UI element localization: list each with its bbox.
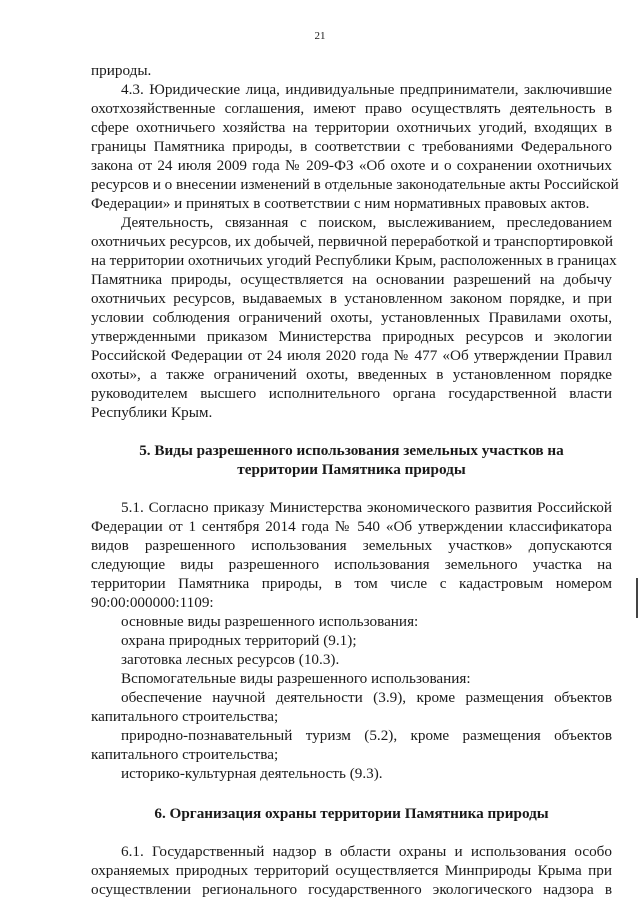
text-line: утвержденными приказом Министерства природных ресурсов и экологии: [91, 328, 612, 345]
text-line: 90:00:000000:1109:: [91, 594, 214, 611]
scan-edge-mark: [636, 578, 638, 618]
text-line: 5.1. Согласно приказу Министерства экономического развития Российской: [121, 499, 612, 516]
text-line: охотничьих ресурсов, их добычей, первичной переработкой и транспортировкой: [91, 233, 613, 250]
text-line: Деятельность, связанная с поиском, выслеживанием, преследованием: [121, 214, 612, 231]
text-line: осуществлении регионального государственного экологического надзора в: [91, 881, 612, 898]
text-line: Республики Крым.: [91, 404, 213, 421]
text-line: заготовка лесных ресурсов (10.3).: [121, 651, 340, 668]
text-line: охотхозяйственные соглашения, имеют право осуществлять деятельность в: [91, 100, 612, 117]
section-5-heading: 5. Виды разрешенного использования земельных участков на: [139, 442, 564, 459]
text-line: Памятника природы, осуществляется на основании разрешений на добычу: [91, 271, 612, 288]
text-line: следующие виды разрешенного использования земельного участка на: [91, 556, 612, 573]
text-line: Российской Федерации от 24 июля 2020 года № 477 «Об утверждении Правил: [91, 347, 612, 364]
text-line: капитального строительства;: [91, 708, 279, 725]
text-line: видов разрешенного использования земельных участков» допускаются: [91, 537, 612, 554]
text-line: капитального строительства;: [91, 746, 279, 763]
text-line: территории Памятника природы, в том числе с кадастровым номером: [91, 575, 612, 592]
text-line: основные виды разрешенного использования:: [121, 613, 419, 630]
text-line: обеспечение научной деятельности (3.9), кроме размещения объектов: [121, 689, 612, 706]
text-line: границы Памятника природы, в соответствии с требованиями Федерального: [91, 138, 612, 155]
section-6-heading: 6. Организация охраны территории Памятника природы: [154, 805, 549, 822]
text-line: охрана природных территорий (9.1);: [121, 632, 357, 649]
page-number: 21: [314, 30, 326, 42]
section-5-heading: территории Памятника природы: [237, 461, 466, 478]
text-line: историко-культурная деятельность (9.3).: [121, 765, 383, 782]
text-line: Федерации» и принятых в соответствии с ним нормативных правовых актов.: [91, 195, 590, 212]
text-line: Вспомогательные виды разрешенного использования:: [121, 670, 471, 687]
text-line: природно-познавательный туризм (5.2), кроме размещения объектов: [121, 727, 612, 744]
text-line: ресурсов и о внесении изменений в отдельные законодательные акты Российской: [91, 176, 619, 193]
text-line: условии соблюдения ограничений охоты, установленных Правилами охоты,: [91, 309, 612, 326]
text-line: Федерации от 1 сентября 2014 года № 540 «Об утверждении классификатора: [91, 518, 612, 535]
text-line: закона от 24 июля 2009 года № 209-ФЗ «Об охоте и о сохранении охотничьих: [91, 157, 612, 174]
text-line: руководителем высшего исполнительного органа государственной власти: [91, 385, 612, 402]
text-line: охоты», а также ограничений охоты, введенных в установленном порядке: [91, 366, 612, 383]
text-line: природы.: [91, 62, 152, 79]
text-line: 4.3. Юридические лица, индивидуальные предприниматели, заключившие: [121, 81, 612, 98]
text-line: сфере охотничьего хозяйства на территории охотничьих угодий, входящих в: [91, 119, 612, 136]
text-line: на территории охотничьих угодий Республики Крым, расположенных в границах: [91, 252, 617, 269]
text-line: охотничьих ресурсов, выдаваемых в установленном законом порядке, и при: [91, 290, 612, 307]
text-line: 6.1. Государственный надзор в области охраны и использования особо: [121, 843, 612, 860]
text-line: охраняемых природных территорий осуществляется Минприроды Крыма при: [91, 862, 612, 879]
